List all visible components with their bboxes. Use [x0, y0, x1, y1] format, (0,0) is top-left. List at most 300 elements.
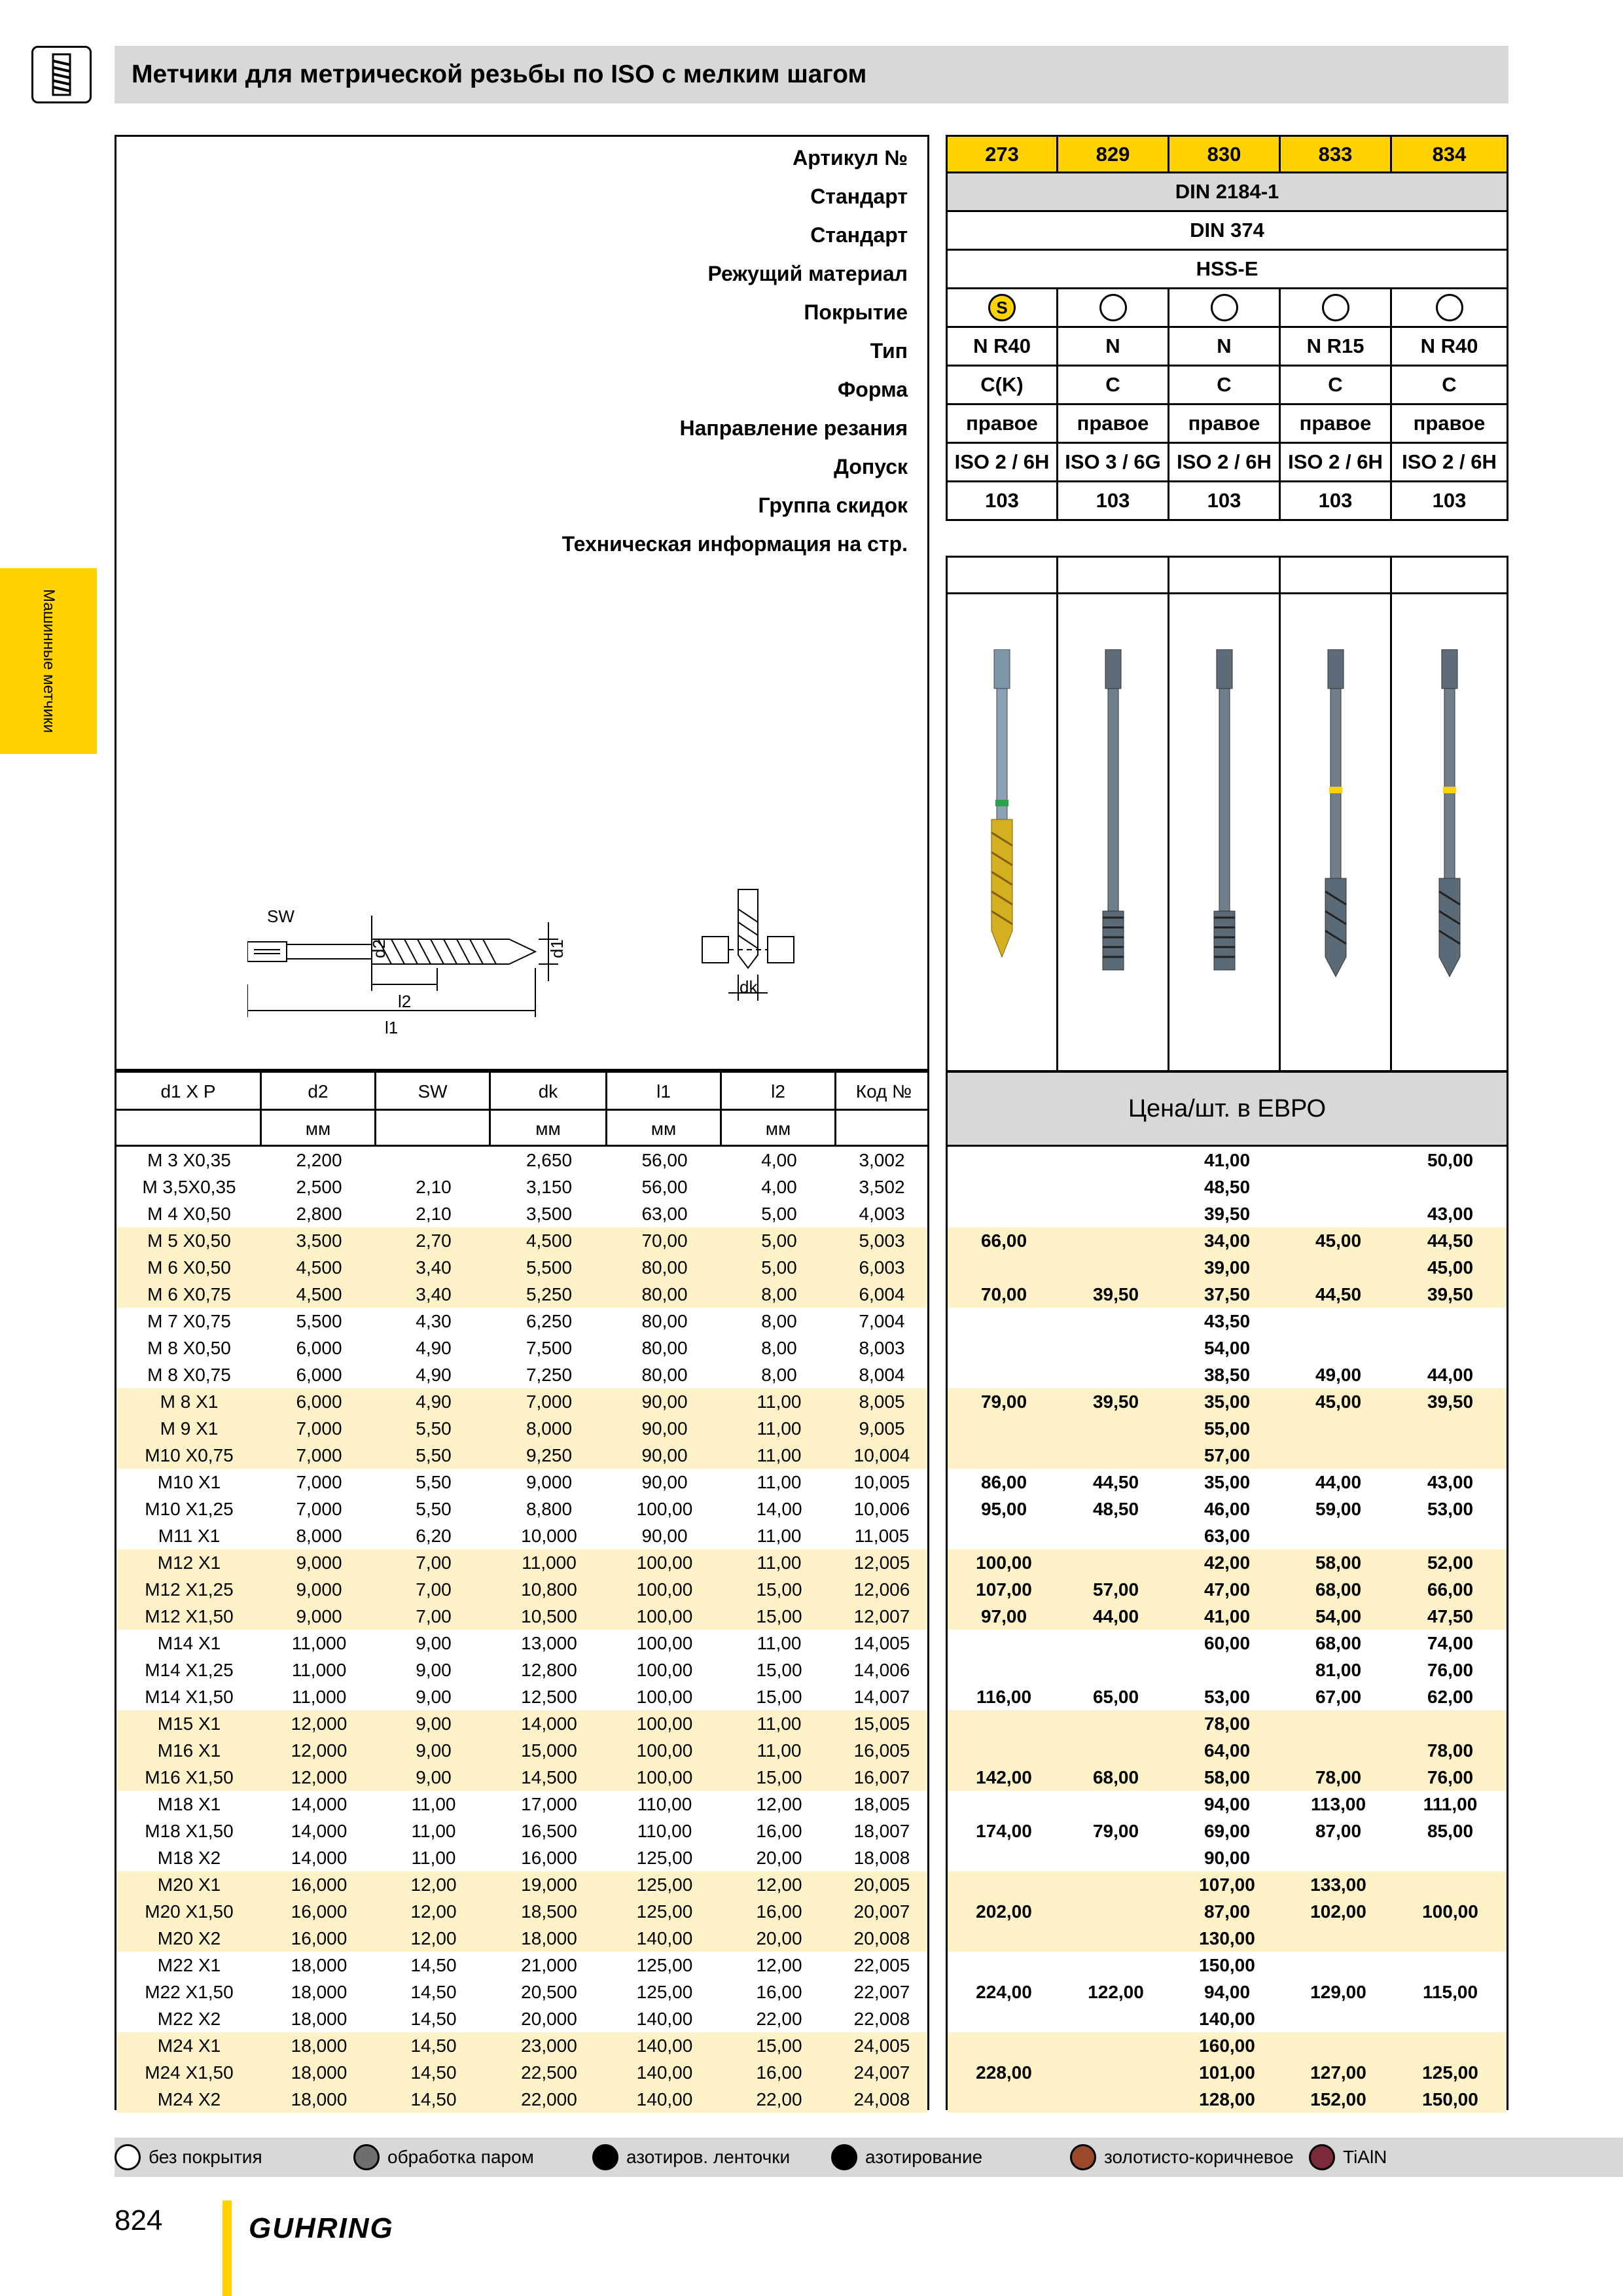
tap-830-image	[1198, 649, 1251, 1016]
table-cell: 12,000	[291, 1740, 348, 1761]
price-row[interactable]	[948, 1791, 1507, 1818]
price-row[interactable]	[948, 1603, 1507, 1630]
table-cell: 18,000	[291, 2035, 348, 2056]
price-cell: 100,00	[1422, 1901, 1478, 1922]
table-cell: 11,00	[757, 1740, 802, 1761]
price-cell: 44,50	[1315, 1283, 1362, 1304]
table-cell: 56,00	[641, 1176, 688, 1197]
price-row[interactable]	[948, 1764, 1507, 1791]
coating-swatch-icon	[353, 2144, 380, 2170]
label-discount: Группа скидок	[758, 493, 908, 517]
direction-value: правое	[1168, 403, 1281, 444]
table-cell: 2,70	[416, 1230, 452, 1251]
table-row[interactable]	[116, 1227, 927, 1254]
table-cell: 9,00	[416, 1740, 452, 1761]
table-cell: M 3 X0,35	[147, 1149, 231, 1170]
label-type: Тип	[870, 339, 908, 363]
table-cell: 16,000	[291, 1901, 348, 1922]
price-cell	[1060, 1737, 1171, 1764]
price-cell	[1394, 1871, 1507, 1898]
price-cell: 62,00	[1427, 1686, 1474, 1707]
table-cell: 18,000	[521, 1928, 577, 1948]
table-row[interactable]	[116, 1522, 927, 1549]
price-cell: 74,00	[1427, 1632, 1474, 1653]
label-tolerance: Допуск	[834, 455, 908, 478]
price-row[interactable]	[948, 1818, 1507, 1844]
table-row[interactable]	[116, 1871, 927, 1898]
table-row[interactable]	[116, 1388, 927, 1415]
price-cell	[1394, 1415, 1507, 1442]
price-cell	[1283, 1254, 1394, 1281]
price-row[interactable]	[948, 1549, 1507, 1576]
price-row[interactable]	[948, 1200, 1507, 1227]
table-cell: 11,00	[757, 1525, 802, 1546]
price-row[interactable]	[948, 1496, 1507, 1522]
article-834[interactable]: 834	[1390, 135, 1508, 173]
table-row[interactable]	[116, 1925, 927, 1952]
price-row[interactable]	[948, 1281, 1507, 1308]
table-cell: 16,00	[756, 1820, 802, 1841]
unit-header: мм	[607, 1111, 722, 1147]
table-cell: 15,00	[756, 1579, 802, 1600]
table-cell: 14,50	[410, 1981, 457, 2002]
article-829[interactable]: 829	[1056, 135, 1169, 173]
price-cell: 107,00	[1199, 1874, 1255, 1895]
table-cell: 9,000	[296, 1552, 342, 1573]
table-row[interactable]	[116, 1818, 927, 1844]
table-cell: 2,10	[416, 1176, 452, 1197]
table-row[interactable]	[116, 1657, 927, 1683]
price-cell: 54,00	[1204, 1337, 1251, 1358]
side-tab-label: Машинные метчики	[39, 589, 58, 733]
table-cell: 11,00	[411, 1793, 456, 1814]
table-cell: 22,008	[853, 2008, 910, 2029]
table-cell: 18,500	[521, 1901, 577, 1922]
uncoated-icon	[1211, 294, 1238, 321]
tap-833-image	[1310, 649, 1362, 1016]
price-cell	[948, 1952, 1060, 1979]
table-cell: M16 X1	[157, 1740, 221, 1761]
price-cell: 39,50	[1427, 1391, 1474, 1412]
label-material: Режущий материал	[707, 262, 908, 285]
price-row[interactable]	[948, 2086, 1507, 2113]
table-cell: 3,150	[526, 1176, 573, 1197]
table-row[interactable]	[116, 1952, 927, 1979]
table-cell: 11,00	[757, 1552, 802, 1573]
table-cell: 12,00	[756, 1793, 802, 1814]
legend-item	[115, 2144, 347, 2170]
tech-info-834	[1390, 556, 1508, 594]
table-row[interactable]	[116, 1442, 927, 1469]
table-row[interactable]	[116, 1281, 927, 1308]
price-cell	[1060, 1710, 1171, 1737]
discount-value: 103	[946, 480, 1058, 521]
tolerance-value: ISO 2 / 6H	[946, 442, 1058, 482]
table-cell: M10 X1	[157, 1471, 221, 1492]
table-cell: 24,007	[853, 2062, 910, 2083]
table-cell: 20,00	[756, 1928, 802, 1948]
tool-image-829	[1056, 592, 1169, 1072]
table-cell: 4,90	[416, 1364, 452, 1385]
table-cell: 12,000	[291, 1713, 348, 1734]
price-cell: 111,00	[1423, 1793, 1478, 1814]
table-cell: 16,00	[756, 1901, 802, 1922]
table-row[interactable]	[116, 1361, 927, 1388]
tap-dimension-drawing	[247, 876, 935, 1073]
table-cell: 14,00	[756, 1498, 802, 1519]
table-cell: 14,006	[853, 1659, 910, 1680]
price-cell: 115,00	[1422, 1981, 1478, 2002]
price-row[interactable]	[948, 1308, 1507, 1335]
table-cell: 100,00	[636, 1713, 693, 1734]
table-cell: 14,500	[521, 1767, 577, 1787]
table-cell: M 6 X0,75	[147, 1283, 231, 1304]
price-cell	[1060, 1361, 1171, 1388]
table-cell: M24 X2	[157, 2089, 221, 2109]
price-cell	[1283, 1522, 1394, 1549]
table-row[interactable]	[116, 2086, 927, 2113]
price-cell	[1283, 1147, 1394, 1174]
price-cell	[948, 1361, 1060, 1388]
price-cell: 55,00	[1204, 1418, 1251, 1439]
table-cell: 6,003	[859, 1257, 905, 1278]
table-cell: 100,00	[636, 1740, 693, 1761]
table-cell: 7,000	[296, 1498, 342, 1519]
table-cell	[376, 1147, 491, 1174]
table-cell: 9,00	[416, 1686, 452, 1707]
table-row[interactable]	[116, 1603, 927, 1630]
price-row[interactable]	[948, 2005, 1507, 2032]
price-cell	[1394, 1952, 1507, 1979]
price-cell: 44,50	[1427, 1230, 1474, 1251]
table-cell: 22,500	[521, 2062, 577, 2083]
tolerance-value: ISO 2 / 6H	[1168, 442, 1281, 482]
table-cell: M14 X1	[157, 1632, 221, 1653]
table-cell: M22 X2	[157, 2008, 221, 2029]
price-row[interactable]	[948, 1388, 1507, 1415]
article-273[interactable]: 273	[946, 135, 1058, 173]
legend-label: обработка паром	[387, 2147, 534, 2167]
table-cell: 16,000	[291, 1928, 348, 1948]
table-cell: M18 X1	[157, 1793, 221, 1814]
price-row[interactable]	[948, 1898, 1507, 1925]
article-830[interactable]: 830	[1168, 135, 1281, 173]
column-header: SW	[376, 1073, 491, 1111]
legend-item	[1309, 2144, 1440, 2170]
price-cell	[1060, 1898, 1171, 1925]
table-cell: 8,00	[761, 1337, 797, 1358]
form-value: C	[1279, 365, 1392, 405]
table-row[interactable]	[116, 1844, 927, 1871]
table-row[interactable]	[116, 1200, 927, 1227]
table-cell: 6,250	[526, 1310, 573, 1331]
table-row[interactable]	[116, 2059, 927, 2086]
price-row[interactable]	[948, 2059, 1507, 2086]
table-row[interactable]	[116, 1335, 927, 1361]
price-row[interactable]	[948, 1469, 1507, 1496]
price-row[interactable]	[948, 1683, 1507, 1710]
price-cell	[1394, 1844, 1507, 1871]
unit-header: мм	[722, 1111, 836, 1147]
price-cell	[1283, 1308, 1394, 1335]
price-row[interactable]	[948, 1710, 1507, 1737]
price-table	[946, 1147, 1508, 2110]
table-row[interactable]	[116, 1683, 927, 1710]
price-cell: 90,00	[1204, 1847, 1251, 1868]
table-cell: 20,007	[853, 1901, 910, 1922]
table-cell: 100,00	[636, 1605, 693, 1626]
price-row[interactable]	[948, 1147, 1507, 1174]
price-row[interactable]	[948, 1442, 1507, 1469]
price-cell: 113,00	[1310, 1793, 1366, 1814]
coating-273	[946, 287, 1058, 328]
table-cell: 12,005	[853, 1552, 910, 1573]
table-cell: 16,00	[756, 1981, 802, 2002]
price-cell	[1060, 1925, 1171, 1952]
type-value: N	[1168, 326, 1281, 367]
price-cell: 86,00	[980, 1471, 1027, 1492]
table-row[interactable]	[116, 1764, 927, 1791]
price-cell	[948, 1335, 1060, 1361]
table-cell: M22 X1	[157, 1954, 221, 1975]
price-row[interactable]	[948, 1979, 1507, 2005]
price-row[interactable]	[948, 1361, 1507, 1388]
price-cell: 66,00	[980, 1230, 1027, 1251]
table-cell: 14,50	[410, 2035, 457, 2056]
table-cell: 11,00	[757, 1418, 802, 1439]
table-cell: 19,000	[521, 1874, 577, 1895]
table-cell: 14,50	[410, 1954, 457, 1975]
table-row[interactable]	[116, 1979, 927, 2005]
tool-image-833	[1279, 592, 1392, 1072]
table-cell: 110,00	[637, 1793, 692, 1814]
dimension-table	[115, 1147, 929, 2110]
table-cell: 8,003	[859, 1337, 905, 1358]
table-cell: 18,008	[853, 1847, 910, 1868]
table-cell: 3,002	[859, 1149, 905, 1170]
price-cell	[1060, 2059, 1171, 2086]
price-cell	[1060, 2032, 1171, 2059]
table-cell: 7,004	[859, 1310, 905, 1331]
price-cell	[1060, 1227, 1171, 1254]
price-row[interactable]	[948, 1630, 1507, 1657]
table-cell: 5,00	[761, 1257, 797, 1278]
table-cell: 15,00	[756, 1686, 802, 1707]
legend-label: TiAlN	[1343, 2147, 1387, 2167]
price-row[interactable]	[948, 1844, 1507, 1871]
unit-header: мм	[262, 1111, 376, 1147]
table-row[interactable]	[116, 2005, 927, 2032]
table-cell: 12,800	[521, 1659, 577, 1680]
table-cell: 9,250	[526, 1444, 573, 1465]
label-tech-info: Техническая информация на стр.	[562, 532, 908, 556]
table-cell: 22,005	[853, 1954, 910, 1975]
table-row[interactable]	[116, 1254, 927, 1281]
price-cell: 94,00	[1204, 1981, 1251, 2002]
table-cell: 125,00	[636, 1847, 693, 1868]
table-cell: 18,000	[291, 1981, 348, 2002]
table-cell: 14,000	[291, 1847, 348, 1868]
column-header: d1 X P	[116, 1073, 262, 1111]
price-cell: 133,00	[1310, 1874, 1366, 1895]
article-833[interactable]: 833	[1279, 135, 1392, 173]
price-cell	[948, 2032, 1060, 2059]
type-value: N R15	[1279, 326, 1392, 367]
table-row[interactable]	[116, 1496, 927, 1522]
price-cell: 79,00	[980, 1391, 1027, 1412]
table-row[interactable]	[116, 2032, 927, 2059]
table-cell: 11,000	[291, 1659, 347, 1680]
price-row[interactable]	[948, 1335, 1507, 1361]
drawing-label-l1: l1	[385, 1018, 399, 1037]
price-cell: 228,00	[976, 2062, 1032, 2083]
price-cell: 125,00	[1422, 2062, 1478, 2083]
table-cell: 5,50	[416, 1471, 452, 1492]
price-cell	[1394, 2005, 1507, 2032]
table-cell: 7,000	[526, 1391, 573, 1412]
price-row[interactable]	[948, 1522, 1507, 1549]
side-tab[interactable]	[0, 568, 97, 754]
table-cell: 9,005	[859, 1418, 905, 1439]
price-row[interactable]	[948, 1925, 1507, 1952]
price-cell: 57,00	[1092, 1579, 1139, 1600]
table-cell: M12 X1,50	[145, 1605, 234, 1626]
coating-swatch-icon	[1070, 2144, 1096, 2170]
coating-829	[1056, 287, 1169, 328]
table-cell: M18 X1,50	[145, 1820, 234, 1841]
price-row[interactable]	[948, 2032, 1507, 2059]
table-cell: 14,50	[410, 2008, 457, 2029]
table-cell: 12,00	[756, 1874, 802, 1895]
table-row[interactable]	[116, 1898, 927, 1925]
price-cell: 78,00	[1315, 1767, 1362, 1787]
price-cell	[948, 1254, 1060, 1281]
price-cell: 57,00	[1204, 1444, 1251, 1465]
table-cell: 4,500	[526, 1230, 573, 1251]
price-row[interactable]	[948, 1254, 1507, 1281]
legend-label: азотиров. ленточки	[626, 2147, 791, 2167]
table-cell: M22 X1,50	[145, 1981, 234, 2002]
legend-label: азотирование	[865, 2147, 983, 2167]
table-cell: 4,00	[761, 1149, 797, 1170]
table-cell: 14,007	[853, 1686, 910, 1707]
table-cell: 11,000	[291, 1686, 347, 1707]
price-row[interactable]	[948, 1657, 1507, 1683]
price-row[interactable]	[948, 1871, 1507, 1898]
price-cell	[1060, 1871, 1171, 1898]
price-cell	[1283, 1952, 1394, 1979]
tolerance-value: ISO 2 / 6H	[1390, 442, 1508, 482]
table-cell: M20 X1	[157, 1874, 221, 1895]
price-row[interactable]	[948, 1415, 1507, 1442]
price-cell: 50,00	[1427, 1149, 1474, 1170]
table-cell: M24 X1	[157, 2035, 221, 2056]
table-cell: 7,500	[526, 1337, 573, 1358]
table-cell: M 4 X0,50	[147, 1203, 231, 1224]
price-row[interactable]	[948, 1227, 1507, 1254]
drawing-label-dk: dk	[740, 977, 758, 997]
table-cell: 14,005	[853, 1632, 910, 1653]
table-cell: M 8 X0,50	[147, 1337, 231, 1358]
table-cell: 14,000	[291, 1820, 348, 1841]
table-cell: 16,007	[853, 1767, 910, 1787]
table-cell: 4,00	[761, 1176, 797, 1197]
table-cell: 80,00	[641, 1310, 688, 1331]
price-cell	[948, 1630, 1060, 1657]
price-cell	[1283, 1925, 1394, 1952]
table-cell: 13,000	[521, 1632, 577, 1653]
price-cell	[1171, 1657, 1283, 1683]
price-cell: 59,00	[1315, 1498, 1362, 1519]
table-cell: 80,00	[641, 1364, 688, 1385]
table-cell: 3,40	[416, 1257, 452, 1278]
price-row[interactable]	[948, 1576, 1507, 1603]
table-row[interactable]	[116, 1791, 927, 1818]
price-cell	[1060, 1549, 1171, 1576]
table-row[interactable]	[116, 1174, 927, 1200]
price-cell: 94,00	[1204, 1793, 1251, 1814]
table-cell: 12,00	[756, 1954, 802, 1975]
price-cell	[1060, 1308, 1171, 1335]
table-row[interactable]	[116, 1630, 927, 1657]
table-cell: 2,10	[416, 1203, 452, 1224]
table-cell: 90,00	[641, 1391, 688, 1412]
table-cell: 11,00	[757, 1444, 802, 1465]
table-cell: 11,00	[757, 1632, 802, 1653]
coating-swatch-icon	[1309, 2144, 1335, 2170]
price-cell	[1283, 2032, 1394, 2059]
tap-834-image	[1423, 649, 1476, 1016]
price-row[interactable]	[948, 1174, 1507, 1200]
table-row[interactable]	[116, 1549, 927, 1576]
table-row[interactable]	[116, 1737, 927, 1764]
table-row[interactable]	[116, 1147, 927, 1174]
price-cell: 64,00	[1204, 1740, 1251, 1761]
price-cell	[1283, 1200, 1394, 1227]
table-row[interactable]	[116, 1469, 927, 1496]
price-cell	[1394, 1925, 1507, 1952]
table-row[interactable]	[116, 1576, 927, 1603]
price-cell: 41,00	[1204, 1149, 1251, 1170]
table-row[interactable]	[116, 1308, 927, 1335]
price-cell: 67,00	[1315, 1686, 1362, 1707]
table-cell: 4,90	[416, 1337, 452, 1358]
price-row[interactable]	[948, 1952, 1507, 1979]
price-row[interactable]	[948, 1737, 1507, 1764]
price-cell	[1060, 1415, 1171, 1442]
price-cell: 87,00	[1204, 1901, 1251, 1922]
table-row[interactable]	[116, 1710, 927, 1737]
form-value: C	[1168, 365, 1281, 405]
table-cell: 5,00	[761, 1203, 797, 1224]
table-cell: 70,00	[641, 1230, 688, 1251]
table-cell: 100,00	[636, 1767, 693, 1787]
table-cell: 5,00	[761, 1230, 797, 1251]
table-cell: 100,00	[636, 1659, 693, 1680]
table-cell: 12,000	[291, 1767, 348, 1787]
price-cell: 78,00	[1427, 1740, 1474, 1761]
price-cell: 39,50	[1427, 1283, 1474, 1304]
price-cell: 130,00	[1199, 1928, 1255, 1948]
price-cell: 53,00	[1204, 1686, 1251, 1707]
table-cell: 7,00	[416, 1579, 452, 1600]
price-cell: 85,00	[1427, 1820, 1474, 1841]
table-row[interactable]	[116, 1415, 927, 1442]
unit-header: мм	[491, 1111, 607, 1147]
column-header: l2	[722, 1073, 836, 1111]
table-cell: 2,200	[296, 1149, 342, 1170]
coating-834	[1390, 287, 1508, 328]
